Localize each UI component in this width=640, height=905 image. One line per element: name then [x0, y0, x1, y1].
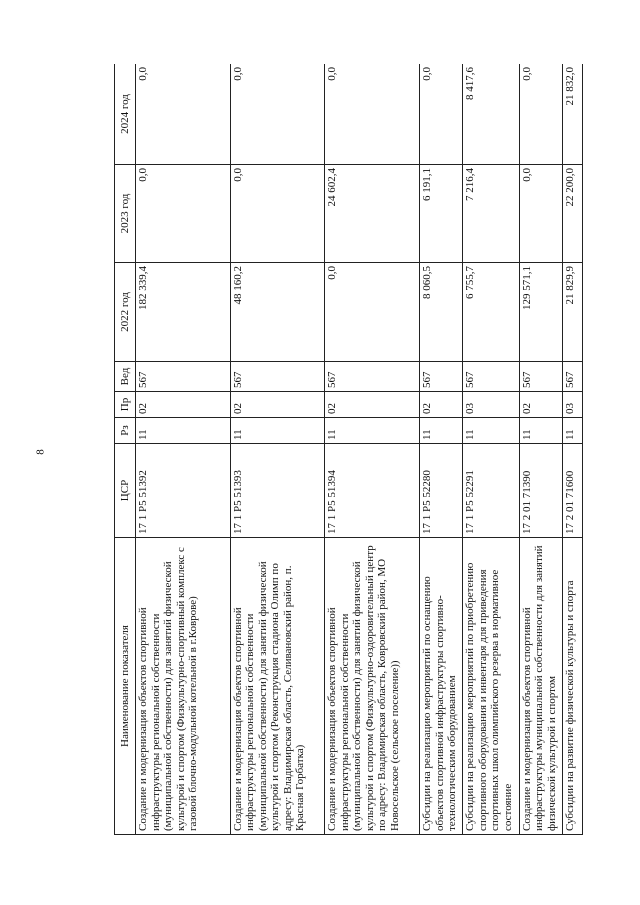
- cell-2022: 8 060,5: [420, 263, 463, 362]
- cell-csr: 17 1 Р5 52291: [463, 444, 519, 538]
- cell-2024: 0,0: [230, 64, 325, 165]
- page-number: 8: [34, 449, 47, 455]
- cell-2023: 22 200,0: [562, 165, 582, 263]
- table-row: [230, 64, 325, 835]
- cell-2024: 0,0: [325, 64, 420, 165]
- cell-2023: 0,0: [519, 165, 562, 263]
- cell-ved: 567: [519, 362, 562, 392]
- table-row: [325, 64, 420, 835]
- header-rz: Рз: [115, 418, 136, 444]
- cell-2022: 0,0: [325, 263, 420, 362]
- cell-2023: 0,0: [230, 165, 325, 263]
- budget-table: [114, 64, 583, 835]
- cell-2022: 48 160,2: [230, 263, 325, 362]
- table-row: [519, 64, 562, 835]
- table-row: [420, 64, 463, 835]
- cell-name: Создание и модернизация объектов спортивной инфраструктуры региональной собственности (муниципальной собственности) для занятий физической культурой и спортом (Реконструкция стадиона Олимп по адресу: Владимирская область, Селивановский район, п. Красная Горбатка): [230, 538, 325, 835]
- cell-rz: 11: [562, 418, 582, 444]
- cell-pr: 03: [463, 392, 519, 418]
- header-2023: 2023 год: [115, 165, 136, 263]
- header-csr: ЦСР: [115, 444, 136, 538]
- header-name: Наименование показателя: [115, 538, 136, 835]
- table-row: [562, 64, 582, 835]
- cell-csr: 17 2 01 71600: [562, 444, 582, 538]
- cell-ved: 567: [420, 362, 463, 392]
- cell-pr: 02: [136, 392, 231, 418]
- cell-pr: 03: [562, 392, 582, 418]
- table-row: [463, 64, 519, 835]
- cell-2023: 0,0: [136, 165, 231, 263]
- cell-2024: 21 832,0: [562, 64, 582, 165]
- header-2022: 2022 год: [115, 263, 136, 362]
- cell-ved: 567: [463, 362, 519, 392]
- header-row: [115, 64, 136, 835]
- cell-rz: 11: [325, 418, 420, 444]
- cell-csr: 17 1 Р5 51393: [230, 444, 325, 538]
- cell-name: Субсидии на реализацию мероприятий по оснащению объектов спортивной инфраструктуры спортивно-технологическим оборудованием: [420, 538, 463, 835]
- cell-pr: 02: [420, 392, 463, 418]
- cell-csr: 17 1 Р5 51394: [325, 444, 420, 538]
- cell-2024: 0,0: [519, 64, 562, 165]
- cell-ved: 567: [562, 362, 582, 392]
- cell-ved: 567: [136, 362, 231, 392]
- cell-2022: 129 571,1: [519, 263, 562, 362]
- cell-2023: 24 602,4: [325, 165, 420, 263]
- cell-pr: 02: [230, 392, 325, 418]
- header-ved: Вед: [115, 362, 136, 392]
- cell-2022: 6 755,7: [463, 263, 519, 362]
- cell-rz: 11: [230, 418, 325, 444]
- cell-2024: 0,0: [420, 64, 463, 165]
- cell-csr: 17 1 Р5 51392: [136, 444, 231, 538]
- cell-ved: 567: [230, 362, 325, 392]
- cell-rz: 11: [463, 418, 519, 444]
- cell-2023: 6 191,1: [420, 165, 463, 263]
- cell-rz: 11: [136, 418, 231, 444]
- cell-name: Субсидии на реализацию мероприятий по приобретению спортивного оборудования и инвентаря для приведения спортивных школ олимпийского резерва в нормативное состояние: [463, 538, 519, 835]
- cell-rz: 11: [420, 418, 463, 444]
- cell-csr: 17 1 Р5 52280: [420, 444, 463, 538]
- cell-2024: 0,0: [136, 64, 231, 165]
- cell-name: Субсидии на развитие физической культуры и спорта: [562, 538, 582, 835]
- cell-pr: 02: [325, 392, 420, 418]
- cell-rz: 11: [519, 418, 562, 444]
- header-2024: 2024 год: [115, 64, 136, 165]
- table-row: [136, 64, 231, 835]
- cell-name: Создание и модернизация объектов спортивной инфраструктуры муниципальной собственности для занятий физической культурой и спортом: [519, 538, 562, 835]
- cell-csr: 17 2 01 71390: [519, 444, 562, 538]
- rotated-table-container: [114, 64, 583, 835]
- cell-2023: 7 216,4: [463, 165, 519, 263]
- cell-name: Создание и модернизация объектов спортивной инфраструктуры региональной собственности (муниципальной собственности) для занятий физической культурой и спортом (Физкультурно-спортивный комплекс с газовой блочно-модульной котельной в г.Коврове): [136, 538, 231, 835]
- cell-pr: 02: [519, 392, 562, 418]
- cell-2022: 182 339,4: [136, 263, 231, 362]
- cell-ved: 567: [325, 362, 420, 392]
- cell-2024: 8 417,6: [463, 64, 519, 165]
- cell-2022: 21 829,9: [562, 263, 582, 362]
- header-pr: Пр: [115, 392, 136, 418]
- cell-name: Создание и модернизация объектов спортивной инфраструктуры региональной собственности (муниципальной собственности) для занятий физической культурой и спортом (Физкультурно-оздоровительный центр по адресу: Владимирская область, Ковровский район, МО Новосельское (сельское поселение)): [325, 538, 420, 835]
